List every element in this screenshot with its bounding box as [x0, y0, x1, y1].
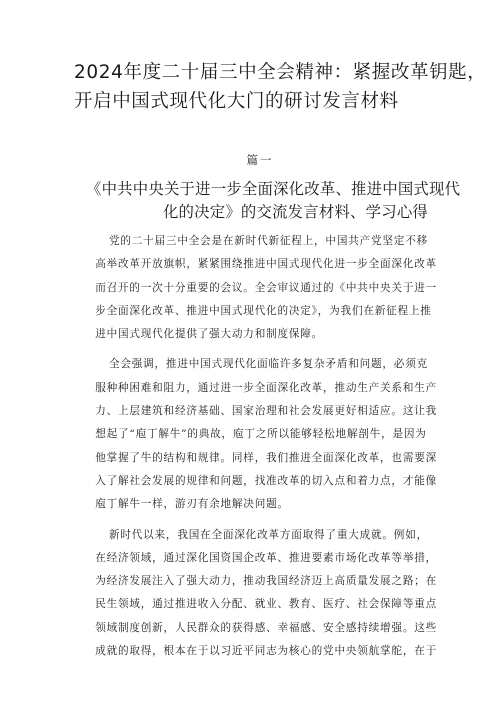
section-subtitle-line: 化的决定》的交流发言材料、学习心得 — [162, 203, 428, 221]
paragraph-line: 庖丁解牛一样，游刃有余地解决问题。 — [95, 498, 289, 511]
paragraph-line: 民生领域，通过推进收入分配、就业、教育、医疗、社会保障等重点 — [95, 598, 437, 611]
paragraph-line: 入了解社会发展的规律和问题，找准改革的切入点和着力点，才能像 — [95, 474, 437, 487]
section-subtitle — [74, 178, 461, 224]
paragraph-line: 力、上层建筑和经济基础、国家治理和社会发展更好相适应。这让我 — [95, 405, 437, 418]
body-paragraph — [74, 230, 437, 346]
paragraph-line: 为经济发展注入了强大动力，推动我国经济迈上高质量发展之路；在 — [95, 575, 437, 588]
paragraph-line: 进中国式现代化提供了强大动力和制度保障。 — [95, 328, 324, 341]
paragraph-line: 而召开的一次十分重要的会议。全会审议通过的《中共中央关于进一 — [95, 281, 437, 294]
paragraph-line: 服种种困难和阻力，通过进一步全面深化改革，推动生产关系和生产 — [95, 381, 437, 394]
paragraph-line: 全会强调，推进中国式现代化面临许多复杂矛盾和问题，必须克 — [108, 358, 428, 371]
section-label: 篇一 — [246, 153, 274, 167]
document-title — [74, 58, 487, 116]
document-title-line: 开启中国式现代化大门的研讨发言材料 — [74, 91, 399, 112]
paragraph-line: 领域制度创新，人民群众的获得感、幸福感、安全感持续增强。这些 — [95, 621, 437, 634]
body-paragraph — [74, 353, 437, 516]
paragraph-line: 他掌握了牛的结构和规律。同样，我们推进全面深化改革，也需要深 — [95, 451, 437, 464]
paragraph-line: 成就的取得，根本在于以习近平同志为核心的党中央领航掌舵，在于 — [95, 645, 437, 658]
paragraph-line: 高举改革开放旗帜，紧紧围绕推进中国式现代化进一步全面深化改革 — [95, 258, 437, 271]
paragraph-line: 新时代以来，我国在全面深化改革方面取得了重大成就。例如， — [108, 528, 428, 541]
document-title-line: 2024年度二十届三中全会精神：紧握改革钥匙， — [74, 62, 487, 83]
paragraph-line: 步全面深化改革、推进中国式现代化的决定》，为我们在新征程上推 — [95, 304, 432, 317]
section-subtitle-line: 《中共中央关于进一步全面深化改革、推进中国式现代 — [86, 180, 461, 198]
paragraph-line: 想起了“庖丁解牛”的典故，庖丁之所以能够轻松地解剖牛，是因为 — [95, 428, 427, 441]
body-paragraph — [74, 524, 437, 664]
paragraph-line: 党的二十届三中全会是在新时代新征程上，中国共产党坚定不移 — [108, 235, 428, 247]
paragraph-line: 在经济领域，通过深化国资国企改革、推进要素市场化改革等举措， — [95, 551, 437, 564]
